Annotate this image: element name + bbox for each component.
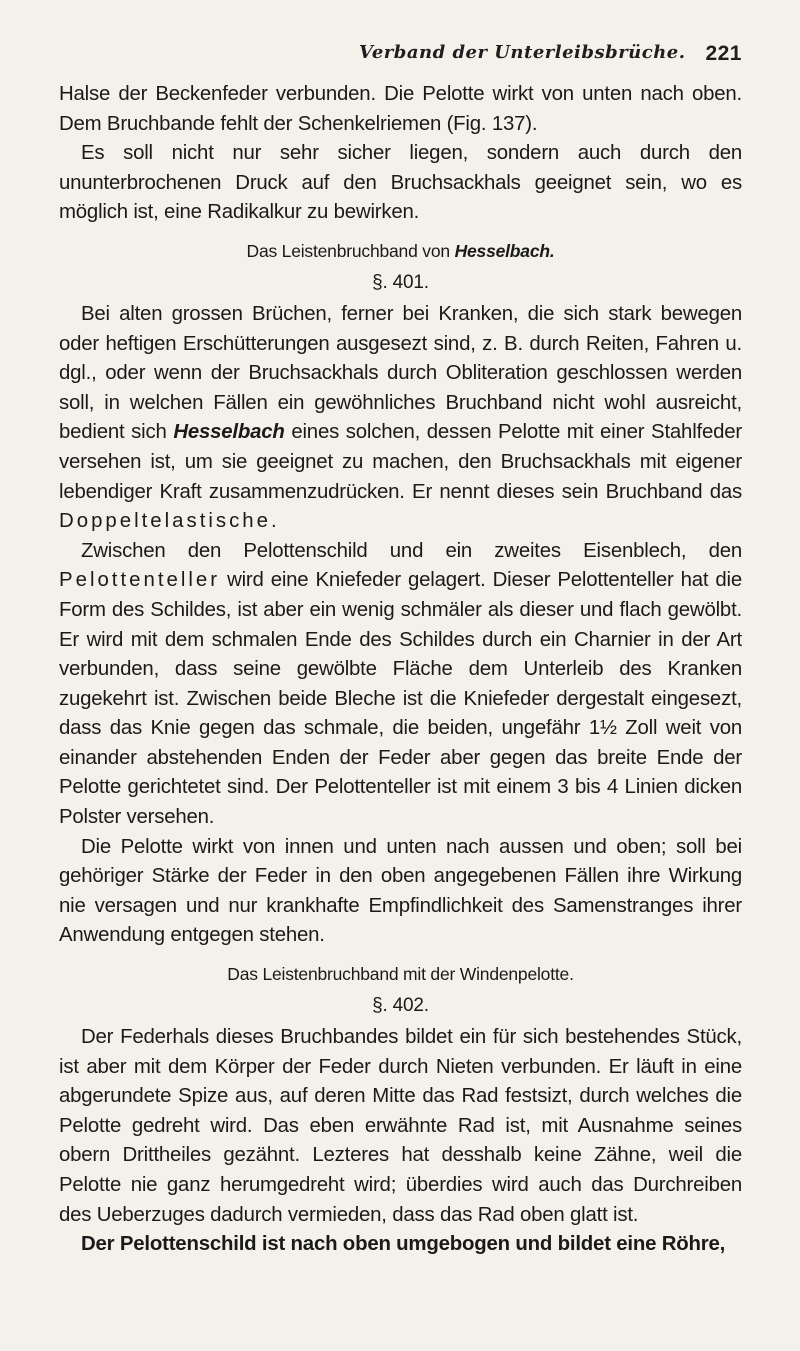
paragraph-4-part-b: wird eine Kniefeder gelagert. Dieser Pelottenteller hat die Form des Schildes, ist aber ein wenig schmäler als dieser und flach gewölbt. Er wird mit dem schmalen Ende des Schildes durch ein Charnier in der Art verbunden, dass seine gewölbte Fläche dem Unterleib des Kranken zugekehrt ist. Zwischen beide Bleche ist die Kniefeder dergestalt eingesezt, dass das Knie gegen das schmale, die beiden, ungefähr 1½ Zoll weit von einander abstehenden Enden der Feder aber gegen das breite Ende der Pelotte gerichtetet sind. Der Pelottenteller ist mit einem 3 bis 4 Linien dicken Polster versehen. [59,569,742,829]
paragraph-3-term: Doppeltelastische. [59,510,280,533]
subheading-hesselbach [59,238,742,264]
paragraph-3-part-b: eines solchen, dessen Pelotte mit einer Stahlfeder versehen ist, um sie geeignet zu machen, den Bruchsackhals mit eigener lebendiger Kraft zusammenzudrücken. Er nennt dieses sein Bruchband das [59,421,742,503]
section-number-401: §. 401. [372,271,429,293]
paragraph-1: Halse der Beckenfeder verbunden. Die Pelotte wirkt von unten nach oben. Dem Bruchbande fehlt der Schenkelriemen (Fig. 137). [59,83,742,135]
page-number: 221 [705,42,742,65]
subheading-windenpelotte: Das Leistenbruchband mit der Windenpelotte. [227,964,574,985]
paragraph-3-author: Hesselbach [173,421,285,444]
paragraph-6: Der Federhals dieses Bruchbandes bildet ein für sich bestehendes Stück, ist aber mit dem Körper der Feder durch Nieten verbunden. Er läuft in eine abgerundete Spize aus, auf deren Mitte das Rad festsizt, durch welches die Pelotte gedreht wird. Das eben erwähnte Rad ist, mit Ausnahme seines obern Drittheiles gezähnt. Lezteres hat desshalb keine Zähne, weil die Pelotte nie ganz herumgedreht wird; überdies wird auch das Durchreiben des Ueberzuges dadurch vermieden, dass das Rad oben glatt ist. [59,1026,742,1226]
paragraph-3 [59,300,742,537]
paragraph-5: Die Pelotte wirkt von innen und unten nach aussen und oben; soll bei gehöriger Stärke der Feder in den oben angegebenen Fällen ihre Wirkung nie versagen und nur krankhafte Empfindlichkeit des Samenstranges ihrer Anwendung entgegen stehen. [59,835,742,947]
paragraph-4 [59,537,742,833]
paragraph-4-term: Pelottenteller [59,569,221,592]
running-head [59,32,742,65]
subheading-text: Das Leistenbruchband von [246,240,455,261]
running-title: Verband der Unterleibsbrüche. [359,42,686,63]
page-content [59,80,742,1260]
paragraph-4-part-a: Zwischen den Pelottenschild und ein zweites Eisenblech, den [81,539,742,562]
paragraph-3-part-a: Bei alten grossen Brüchen, ferner bei Kranken, die sich stark bewegen oder heftigen Erschütterungen ausgesezt sind, z. B. durch Reiten, Fahren u. dgl., oder wenn der Bruchsackhals durch Obliteration geschlossen werden soll, in welchen Fällen ein gewöhnliches Bruchband nicht wohl ausreicht, bedient sich [59,302,742,444]
section-number-402: §. 402. [372,995,429,1017]
subheading-author: Hesselbach. [454,240,555,261]
paragraph-2: Es soll nicht nur sehr sicher liegen, sondern auch durch den ununterbrochenen Druck auf den Bruchsackhals geeignet sein, wo es möglich ist, eine Radikalkur zu bewirken. [59,142,742,224]
paragraph-7: Der Pelottenschild ist nach oben umgebogen und bildet eine Röhre, [81,1233,726,1256]
